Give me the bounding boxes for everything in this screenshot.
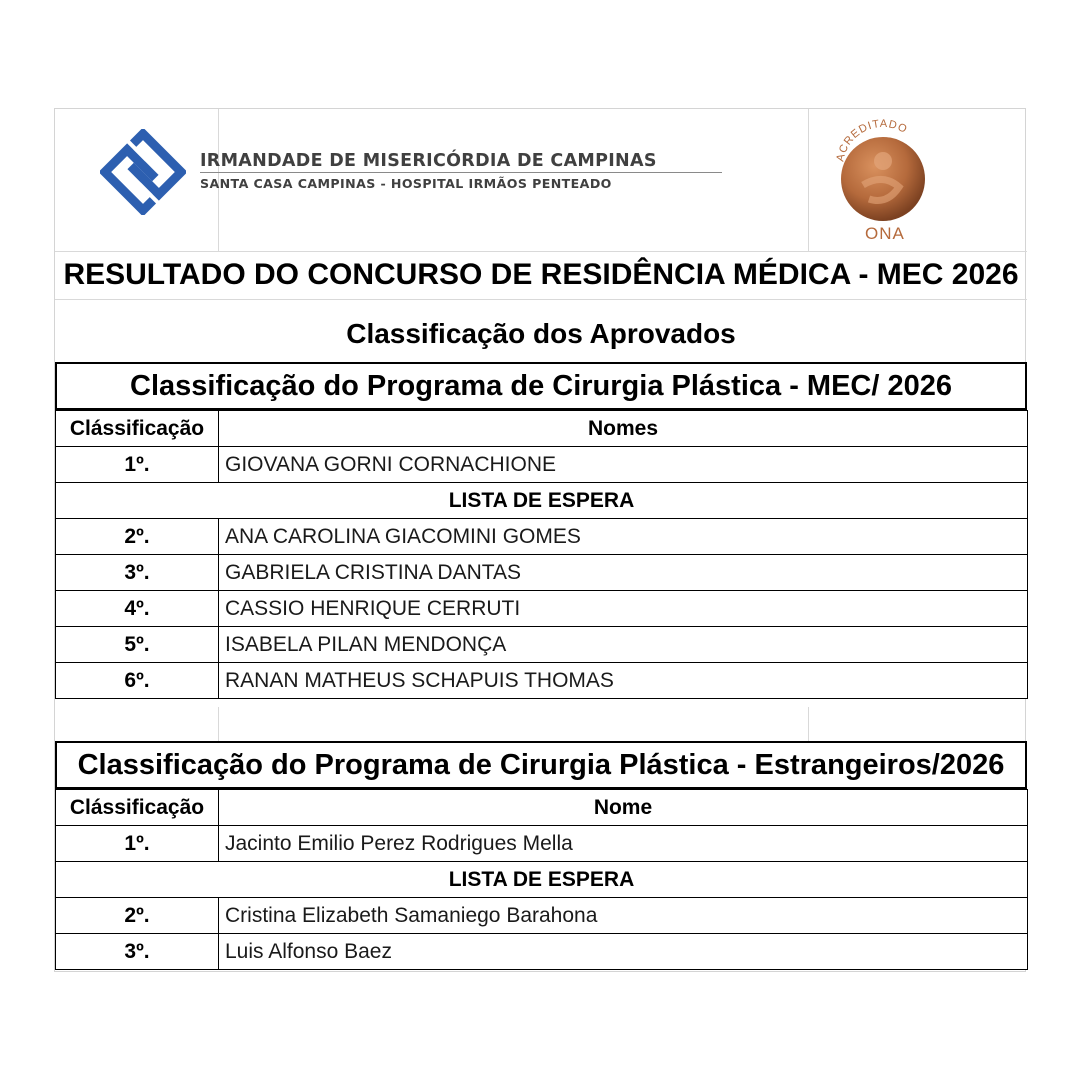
waitlist-label: LISTA DE ESPERA [56,483,1028,519]
name-cell: Jacinto Emilio Perez Rodrigues Mella [219,826,1028,862]
table-row [56,591,1028,627]
table-row [56,519,1028,555]
rank-cell: 1º. [56,826,219,862]
column-header-rank: Clássificação [56,411,219,447]
waitlist-header-row [56,862,1028,898]
table-row [56,555,1028,591]
name-cell: GABRIELA CRISTINA DANTAS [219,555,1028,591]
rank-cell: 5º. [56,627,219,663]
rank-cell: 3º. [56,555,219,591]
page-subtitle: Classificação dos Aprovados [346,318,736,349]
rank-cell: 3º. [56,934,219,970]
organization-name: IRMANDADE DE MISERICÓRDIA DE CAMPINAS [200,151,657,171]
spreadsheet-sheet [54,108,1026,972]
rank-cell: 6º. [56,663,219,699]
accreditation-arc-text: ACREDITADO [834,117,910,163]
name-cell: CASSIO HENRIQUE CERRUTI [219,591,1028,627]
table-row [56,447,1028,483]
column-header-rank: Clássificação [56,790,219,826]
name-cell: ANA CAROLINA GIACOMINI GOMES [219,519,1028,555]
table-header-row [56,411,1028,447]
table-row [56,826,1028,862]
gridline [218,707,219,741]
name-cell: Luis Alfonso Baez [219,934,1028,970]
rank-cell: 2º. [56,519,219,555]
waitlist-label: LISTA DE ESPERA [56,862,1028,898]
name-cell: RANAN MATHEUS SCHAPUIS THOMAS [219,663,1028,699]
table-row [56,663,1028,699]
program-title: Classificação do Programa de Cirurgia Plástica - Estrangeiros/2026 [55,741,1027,789]
page-title: RESULTADO DO CONCURSO DE RESIDÊNCIA MÉDICA - MEC 2026 [63,258,1019,291]
program-title: Classificação do Programa de Cirurgia Plástica - MEC/ 2026 [55,362,1027,410]
column-header-name: Nome [219,790,1028,826]
name-cell: GIOVANA GORNI CORNACHIONE [219,447,1028,483]
rank-cell: 2º. [56,898,219,934]
column-header-name: Nomes [219,411,1028,447]
ranking-table [55,789,1028,970]
gridline [808,109,809,251]
table-row [56,898,1028,934]
table-row [56,934,1028,970]
name-cell: Cristina Elizabeth Samaniego Barahona [219,898,1028,934]
rank-cell: 4º. [56,591,219,627]
gridline [55,299,1027,300]
santa-casa-logo [100,129,186,215]
waitlist-header-row [56,483,1028,519]
header-divider [200,172,722,173]
ranking-table [55,410,1028,699]
ona-accreditation-seal [827,115,937,243]
organization-subtitle: SANTA CASA CAMPINAS - HOSPITAL IRMÃOS PENTEADO [200,176,612,191]
table-header-row [56,790,1028,826]
ona-brand-text: ONA [865,224,905,243]
name-cell: ISABELA PILAN MENDONÇA [219,627,1028,663]
rank-cell: 1º. [56,447,219,483]
table-row [56,627,1028,663]
gridline [808,707,809,741]
